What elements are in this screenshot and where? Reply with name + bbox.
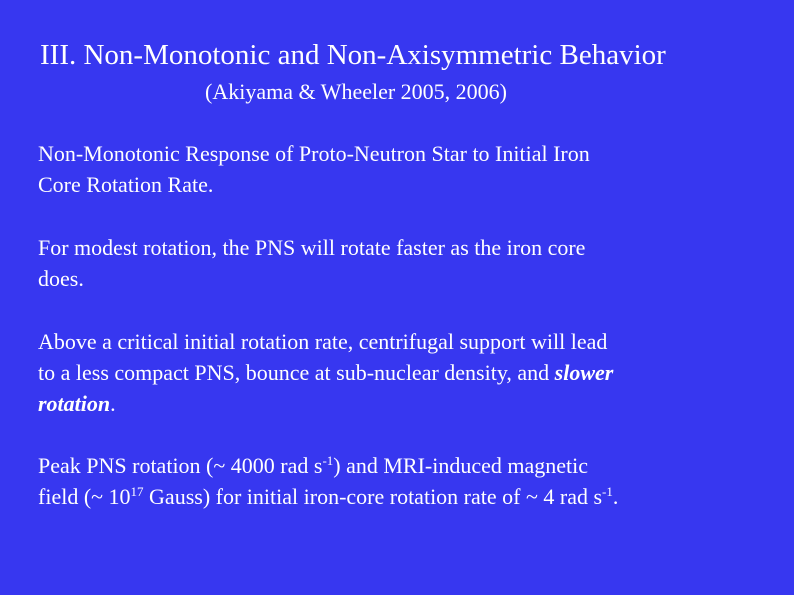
superscript: -1: [322, 453, 334, 468]
superscript: -1: [602, 484, 613, 499]
paragraph-text: .: [612, 484, 619, 509]
emphasis-slower: slower: [554, 360, 614, 385]
paragraph-non-monotonic-response: [38, 138, 738, 200]
slide-title: III. Non-Monotonic and Non-Axisymmetric Behavior: [40, 39, 666, 71]
paragraph-text: .: [110, 391, 116, 416]
paragraph-text: Above a critical initial rotation rate, centrifugal support will lead: [38, 329, 608, 354]
superscript: 17: [130, 484, 144, 499]
paragraph-text: does.: [38, 266, 84, 291]
paragraph-modest-rotation: [38, 232, 738, 294]
paragraph-peak-rotation: [38, 450, 738, 512]
paragraph-text: ) and MRI-induced magnetic: [333, 453, 589, 478]
slide-subtitle-citation: (Akiyama & Wheeler 2005, 2006): [205, 79, 508, 104]
paragraph-text: Non-Monotonic Response of Proto-Neutron Star to Initial Iron: [38, 141, 590, 166]
paragraph-text: Core Rotation Rate.: [38, 172, 214, 197]
paragraph-text: For modest rotation, the PNS will rotate faster as the iron core: [38, 235, 586, 260]
emphasis-rotation: rotation: [38, 391, 111, 416]
paragraph-text: Peak PNS rotation (~ 4000 rad s: [38, 453, 323, 478]
paragraph-text: Gauss) for initial iron-core rotation rate of ~ 4 rad s: [143, 484, 603, 509]
paragraph-text: to a less compact PNS, bounce at sub-nuclear density, and: [38, 360, 555, 385]
paragraph-critical-rotation: [38, 326, 738, 419]
paragraph-text: field (~ 10: [38, 484, 131, 509]
